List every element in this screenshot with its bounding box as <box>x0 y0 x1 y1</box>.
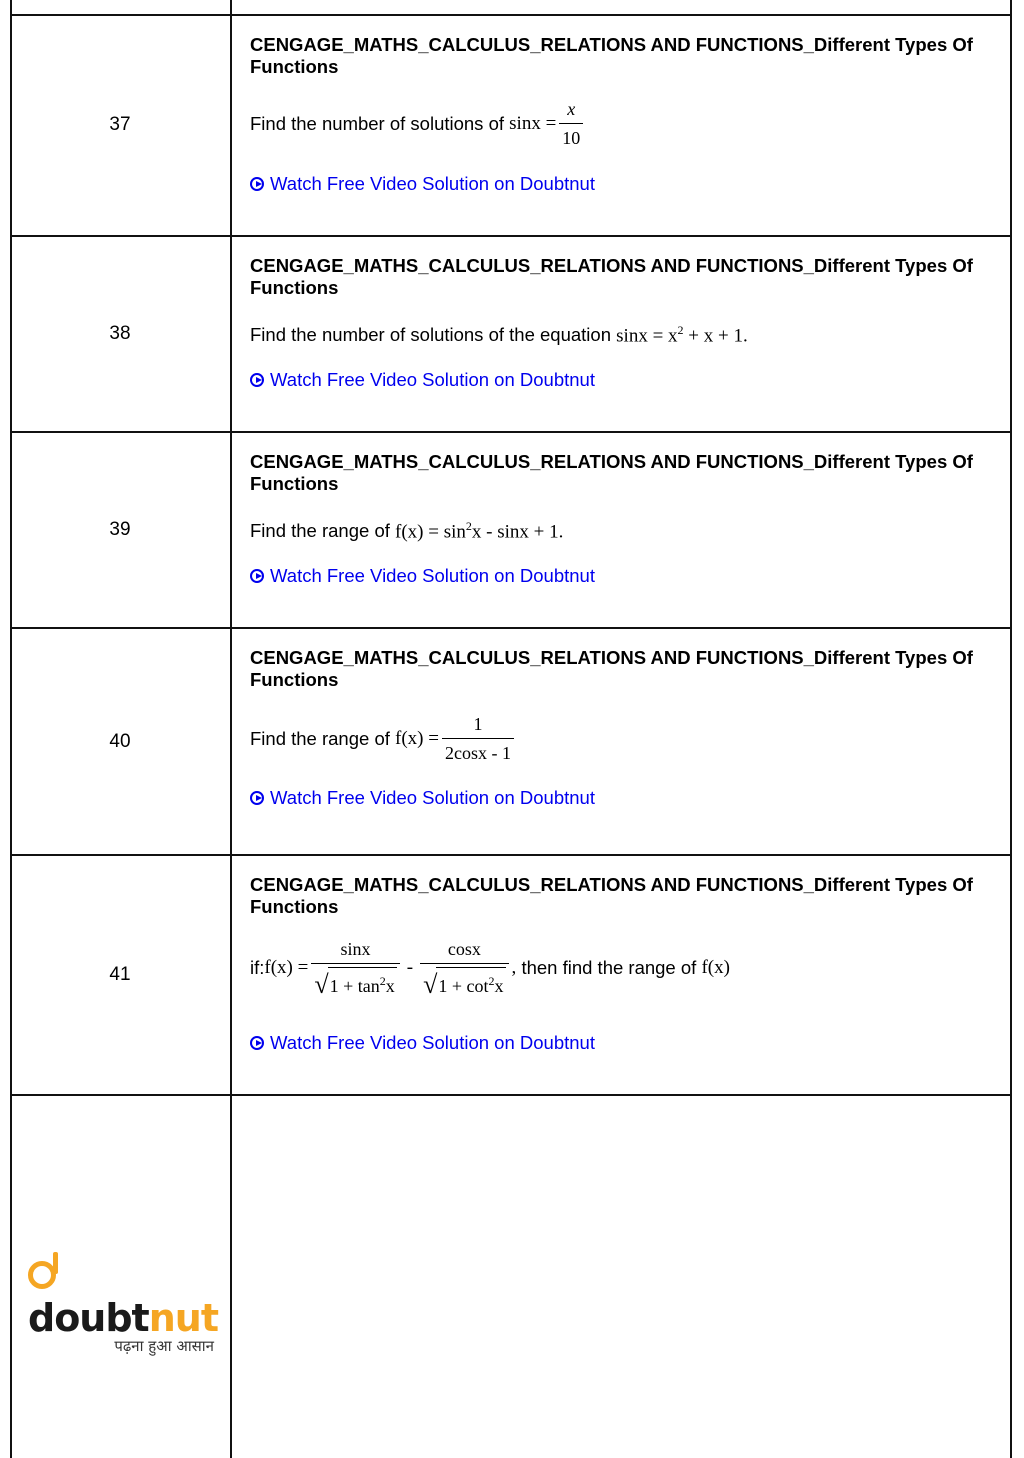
math-lhs: f(x) = <box>395 727 439 749</box>
question-number: 41 <box>109 964 131 985</box>
radicand <box>436 967 505 997</box>
fraction-numerator: sinx <box>340 939 371 959</box>
column-divider <box>230 0 232 1458</box>
question-number: 39 <box>109 519 131 540</box>
fraction-numerator: 1 <box>473 714 483 734</box>
math-expression <box>395 519 563 543</box>
math-part: x - sinx + 1. <box>471 521 564 543</box>
question-41 <box>250 874 1000 1053</box>
math-part: sinx = x <box>616 325 678 347</box>
math-part: f(x) = sin <box>395 521 466 543</box>
math-exponent: 2 <box>488 974 495 988</box>
math-part: 1 + cot <box>438 976 489 996</box>
fraction-denominator: 10 <box>559 123 583 149</box>
row-divider <box>10 1094 1012 1096</box>
fraction-denominator <box>420 963 508 998</box>
question-40 <box>250 647 1000 808</box>
row-divider <box>10 14 1012 16</box>
doubtnut-logo <box>28 1252 218 1356</box>
question-category: CENGAGE_MATHS_CALCULUS_RELATIONS AND FUNCTIONS_Different Types Of Functions <box>250 255 973 298</box>
math-expression <box>616 323 748 347</box>
math-punctuation: , <box>511 957 517 978</box>
radical-sign-icon: √ <box>314 970 329 999</box>
logo-brand-part: nut <box>148 1296 219 1340</box>
row-divider <box>10 854 1012 856</box>
play-circle-icon <box>250 373 264 387</box>
logo-wordmark <box>28 1252 218 1340</box>
question-prompt: Find the range of <box>250 520 390 542</box>
math-part: 1 + tan <box>329 976 380 996</box>
math-lhs: f(x) = <box>264 957 309 978</box>
play-circle-icon <box>250 177 264 191</box>
fraction-numerator: x <box>567 99 576 119</box>
math-expression: f(x) <box>701 957 730 978</box>
row-divider <box>10 431 1012 433</box>
play-circle-icon <box>250 569 264 583</box>
watch-video-label: Watch Free Video Solution on Doubtnut <box>270 565 595 586</box>
watch-video-link[interactable] <box>250 1032 595 1054</box>
question-prompt: Find the number of solutions of the equation <box>250 324 611 346</box>
question-text <box>250 323 748 347</box>
logo-tagline: पढ़ना हुआ आसान <box>114 1337 214 1355</box>
question-number: 40 <box>109 731 131 752</box>
row-divider <box>10 235 1012 237</box>
question-37 <box>250 34 1000 194</box>
fraction <box>559 98 583 149</box>
question-text <box>250 713 517 764</box>
math-exponent: 2 <box>379 974 386 988</box>
fraction-denominator <box>311 963 399 998</box>
doubtnut-logo-icon <box>28 1261 56 1289</box>
play-circle-icon <box>250 791 264 805</box>
question-39 <box>250 451 1000 586</box>
question-category: CENGAGE_MATHS_CALCULUS_RELATIONS AND FUNCTIONS_Different Types Of Functions <box>250 34 973 77</box>
radicand <box>328 967 397 997</box>
question-prompt: if: <box>250 957 265 978</box>
math-part: + x + 1. <box>683 325 748 347</box>
fraction-denominator: 2cosx - 1 <box>442 738 514 764</box>
question-category: CENGAGE_MATHS_CALCULUS_RELATIONS AND FUNCTIONS_Different Types Of Functions <box>250 874 973 917</box>
question-number: 37 <box>109 114 131 135</box>
logo-brand-part: doubt <box>28 1296 149 1340</box>
fraction <box>442 713 514 764</box>
fraction <box>311 938 399 998</box>
watch-video-label: Watch Free Video Solution on Doubtnut <box>270 369 595 390</box>
math-part: x <box>385 976 395 996</box>
watch-video-label: Watch Free Video Solution on Doubtnut <box>270 787 595 808</box>
square-root <box>314 967 396 997</box>
watch-video-link[interactable] <box>250 173 595 195</box>
watch-video-link[interactable] <box>250 369 595 391</box>
fraction-numerator: cosx <box>447 939 481 959</box>
square-root <box>423 967 505 997</box>
math-exponent: 2 <box>677 323 684 337</box>
watch-video-link[interactable] <box>250 565 595 587</box>
question-suffix: then find the range of <box>521 957 697 978</box>
question-category: CENGAGE_MATHS_CALCULUS_RELATIONS AND FUNCTIONS_Different Types Of Functions <box>250 647 973 690</box>
row-divider <box>10 627 1012 629</box>
question-text <box>250 98 586 149</box>
question-category: CENGAGE_MATHS_CALCULUS_RELATIONS AND FUNCTIONS_Different Types Of Functions <box>250 451 973 494</box>
watch-video-label: Watch Free Video Solution on Doubtnut <box>270 173 595 194</box>
fraction <box>420 938 508 998</box>
radical-sign-icon: √ <box>423 970 438 999</box>
play-circle-icon <box>250 1036 264 1050</box>
math-operator: - <box>406 957 414 978</box>
question-text <box>250 519 563 543</box>
watch-video-label: Watch Free Video Solution on Doubtnut <box>270 1032 595 1053</box>
question-number: 38 <box>109 323 131 344</box>
watch-video-link[interactable] <box>250 787 595 809</box>
math-part: x <box>494 976 504 996</box>
question-prompt: Find the number of solutions of <box>250 112 505 134</box>
question-38 <box>250 255 1000 390</box>
math-exponent: 2 <box>465 519 472 533</box>
question-prompt: Find the range of <box>250 727 390 749</box>
math-lhs: sinx = <box>509 112 557 134</box>
question-text <box>250 938 730 998</box>
